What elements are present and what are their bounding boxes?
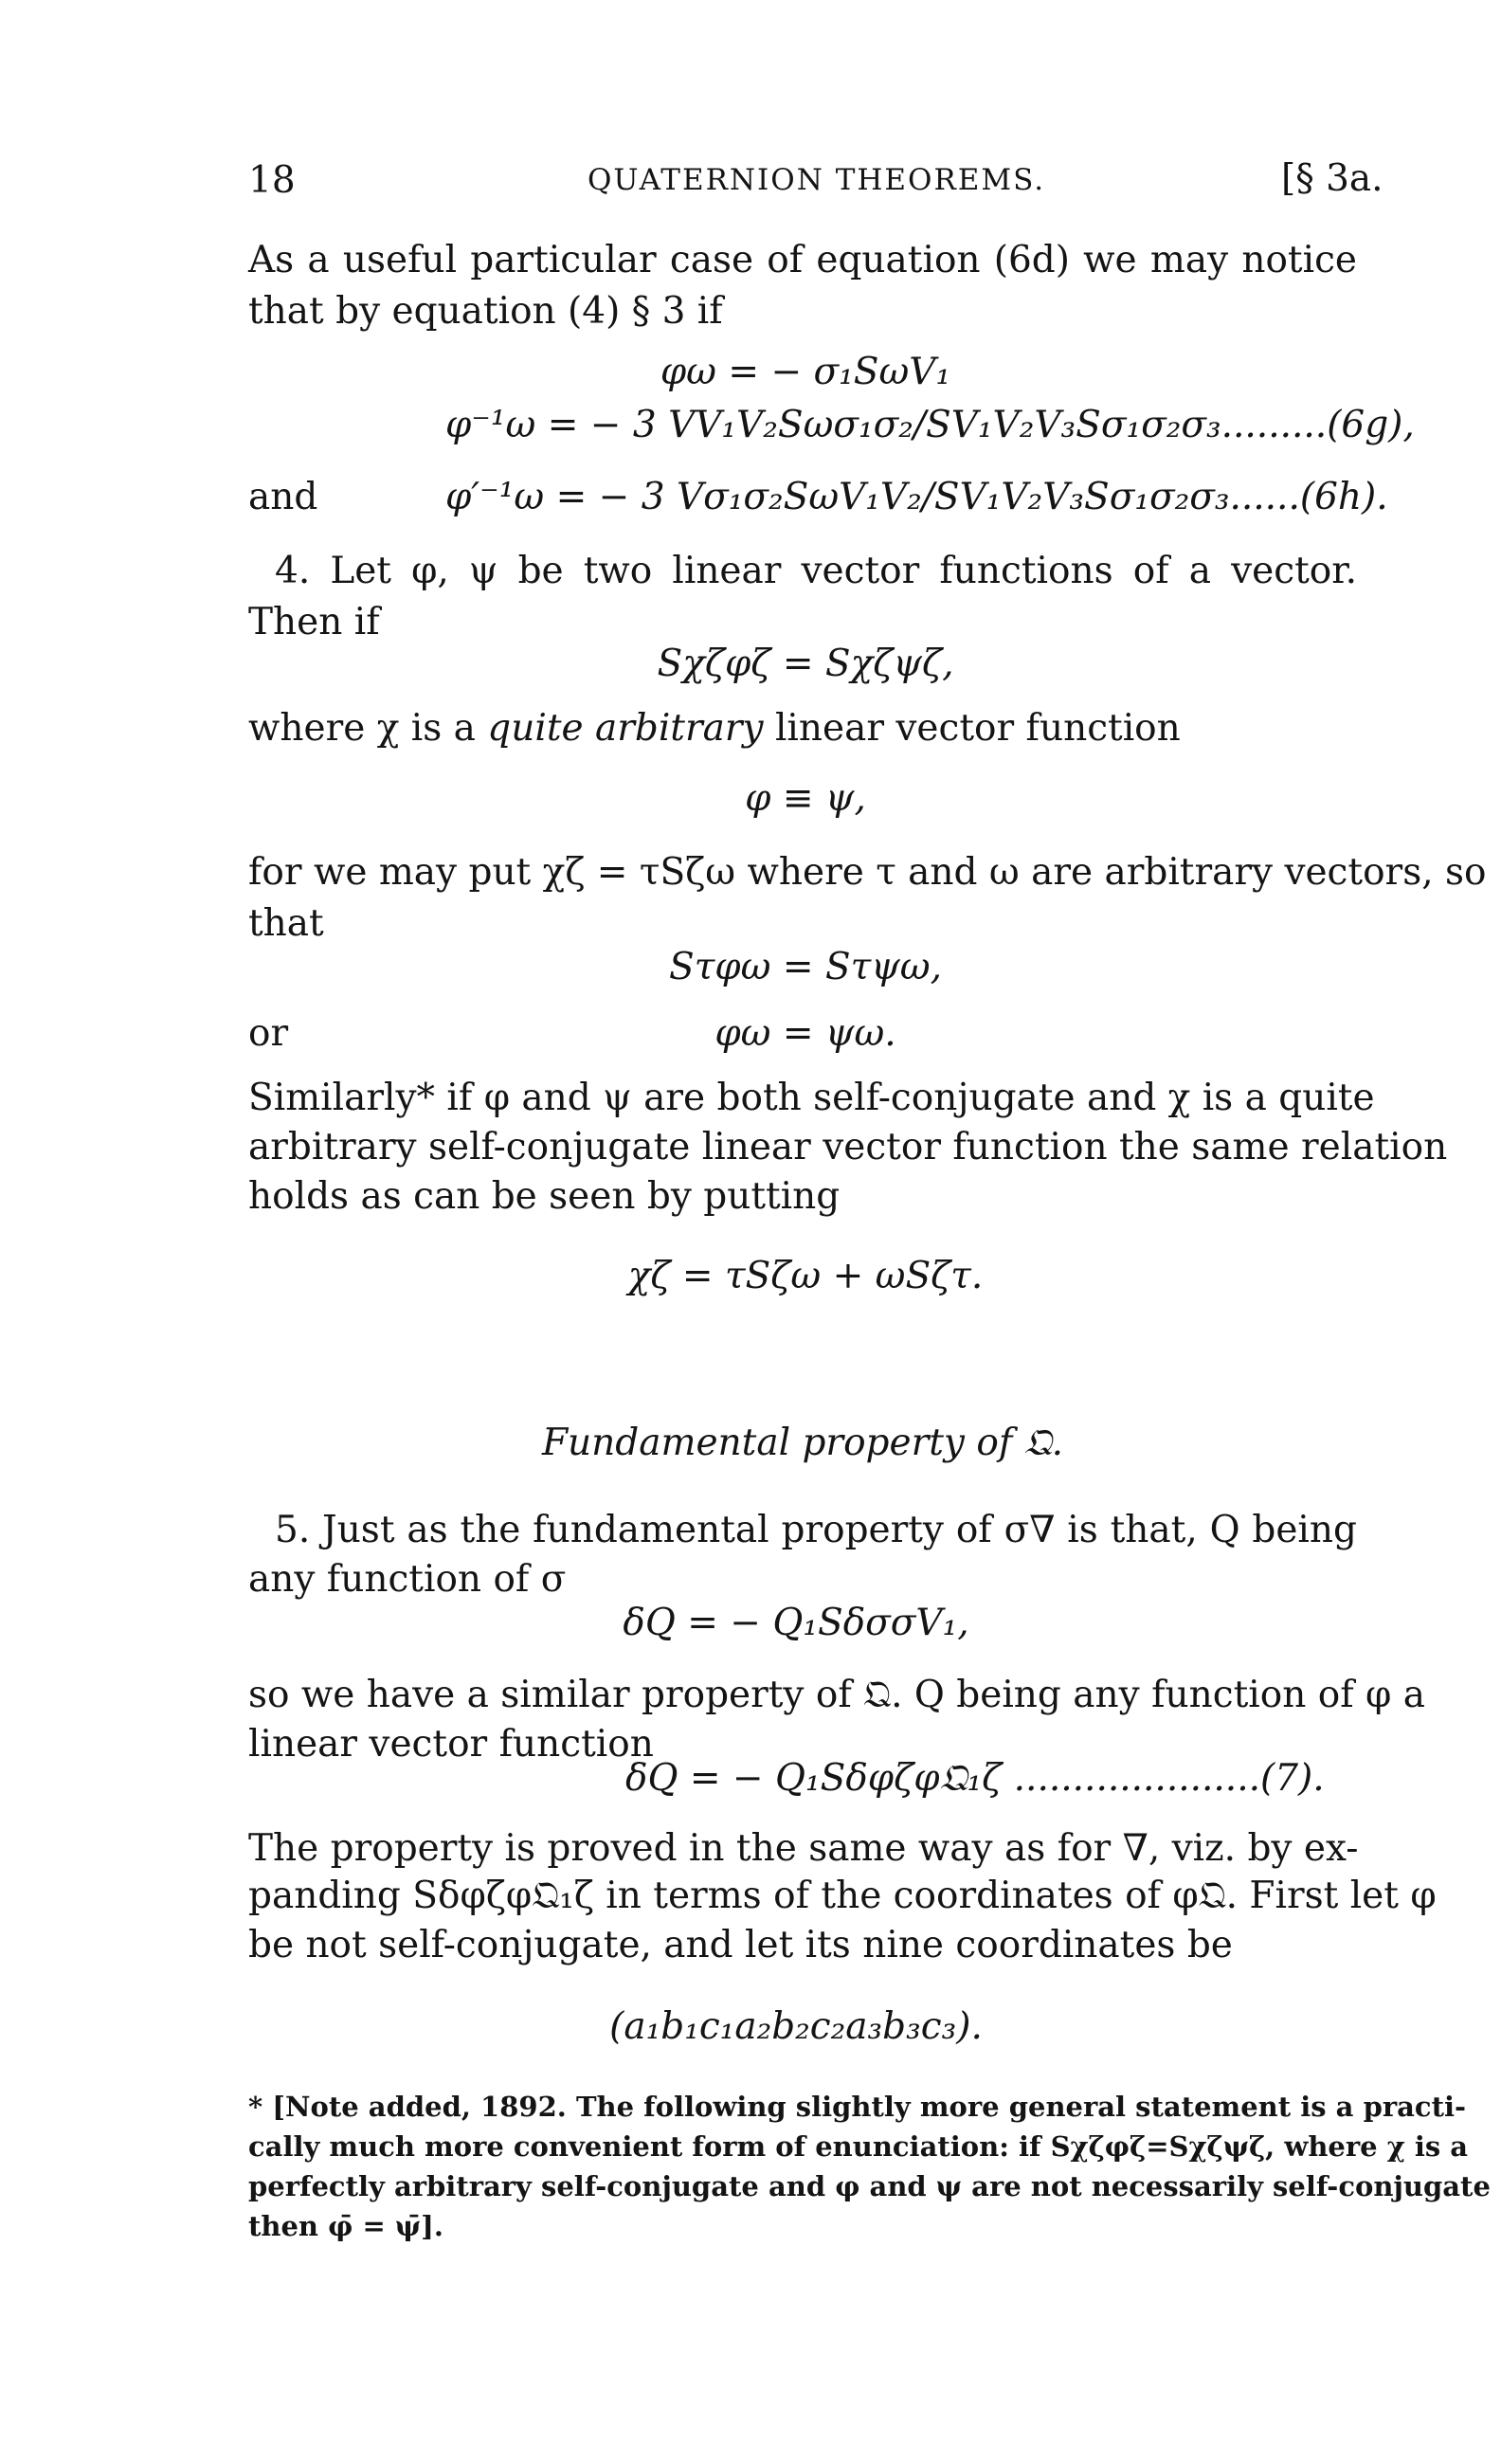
running-title: QUATERNION THEOREMS. <box>588 163 1046 197</box>
s4-line-1: 4. Let φ, ψ be two linear vector functions of a vector. <box>275 550 1357 592</box>
footnote-line-4: then φ̄ = ψ̄]. <box>248 2210 443 2242</box>
page-number: 18 <box>248 159 296 202</box>
equation-s4-4: φω = ψω. <box>714 1012 896 1055</box>
page-header <box>0 0 1501 208</box>
s5-line-3: so we have a similar property of 𝔔. Q being any function of φ a <box>248 1674 1425 1716</box>
footnote-line-1: * [Note added, 1892. The following slightly more general statement is a practi- <box>248 2091 1467 2123</box>
s5-line-5: The property is proved in the same way as for ∇, viz. by ex- <box>248 1827 1359 1870</box>
intro-block <box>0 227 1501 540</box>
equation-s5-1: δQ = − Q₁SδσσV₁, <box>623 1602 969 1644</box>
intro-line-1: As a useful particular case of equation (6d) we may notice <box>248 239 1357 281</box>
section-4 <box>0 538 1501 1344</box>
coordinates-equation: (a₁b₁c₁a₂b₂c₂a₃b₃c₃). <box>609 2005 983 2048</box>
s4-line-5: that <box>248 902 324 945</box>
footnote <box>0 2085 1501 2274</box>
s4-line-2: Then if <box>248 601 380 643</box>
intro-line-2: that by equation (4) § 3 if <box>248 290 723 333</box>
s4-line-3: where χ is a quite arbitrary linear vector function <box>248 707 1181 750</box>
equation-s4-5: χζ = τSζω + ωSζτ. <box>627 1255 984 1297</box>
section-5 <box>0 1497 1501 1966</box>
s5-line-6: panding Sδφζφ𝔔₁ζ in terms of the coordinates of φ𝔔. First let φ <box>248 1875 1437 1917</box>
s5-line-1: 5. Just as the fundamental property of σ∇ is that, Q being <box>275 1509 1357 1551</box>
or-label: or <box>248 1012 289 1055</box>
s5-line-4: linear vector function <box>248 1723 654 1766</box>
s4-line-6: Similarly* if φ and ψ are both self-conjugate and χ is a quite <box>248 1077 1375 1119</box>
s5-line-2: any function of σ <box>248 1558 567 1601</box>
s4-line-7: arbitrary self-conjugate linear vector function the same relation <box>248 1126 1448 1169</box>
footnote-line-2: cally much more convenient form of enunciation: if Sχζφζ=Sχζψζ, where χ is a <box>248 2130 1469 2163</box>
equation-6h: φ′⁻¹ω = − 3 Vσ₁σ₂SωV₁V₂/SV₁V₂V₃Sσ₁σ₂σ₃......(6h). <box>445 476 1388 518</box>
and-label: and <box>248 476 318 518</box>
s4-line-4: for we may put χζ = τSζω where τ and ω are arbitrary vectors, so <box>248 851 1487 894</box>
equation-s4-1: Sχζφζ = Sχζψζ, <box>657 643 954 685</box>
equation-phi-omega: φω = − σ₁SωV₁ <box>660 351 951 393</box>
s5-line-7: be not self-conjugate, and let its nine coordinates be <box>248 1924 1233 1966</box>
section-heading: Fundamental property of 𝔔. <box>541 1422 1063 1464</box>
equation-s4-3: Sτφω = Sτψω, <box>669 946 942 988</box>
footnote-line-3: perfectly arbitrary self-conjugate and φ and ψ are not necessarily self-conjugate <box>248 2170 1491 2202</box>
equation-6g: φ⁻¹ω = − 3 VV₁V₂Sωσ₁σ₂/SV₁V₂V₃Sσ₁σ₂σ₃.........(6g), <box>445 404 1415 446</box>
s4-line-8: holds as can be seen by putting <box>248 1175 841 1218</box>
section-reference: [§ 3a. <box>1281 157 1383 200</box>
equation-s4-2: φ ≡ ψ, <box>745 777 866 820</box>
equation-7: δQ = − Q₁Sδφζφ𝔔₁ζ .....................(7). <box>625 1757 1325 1800</box>
